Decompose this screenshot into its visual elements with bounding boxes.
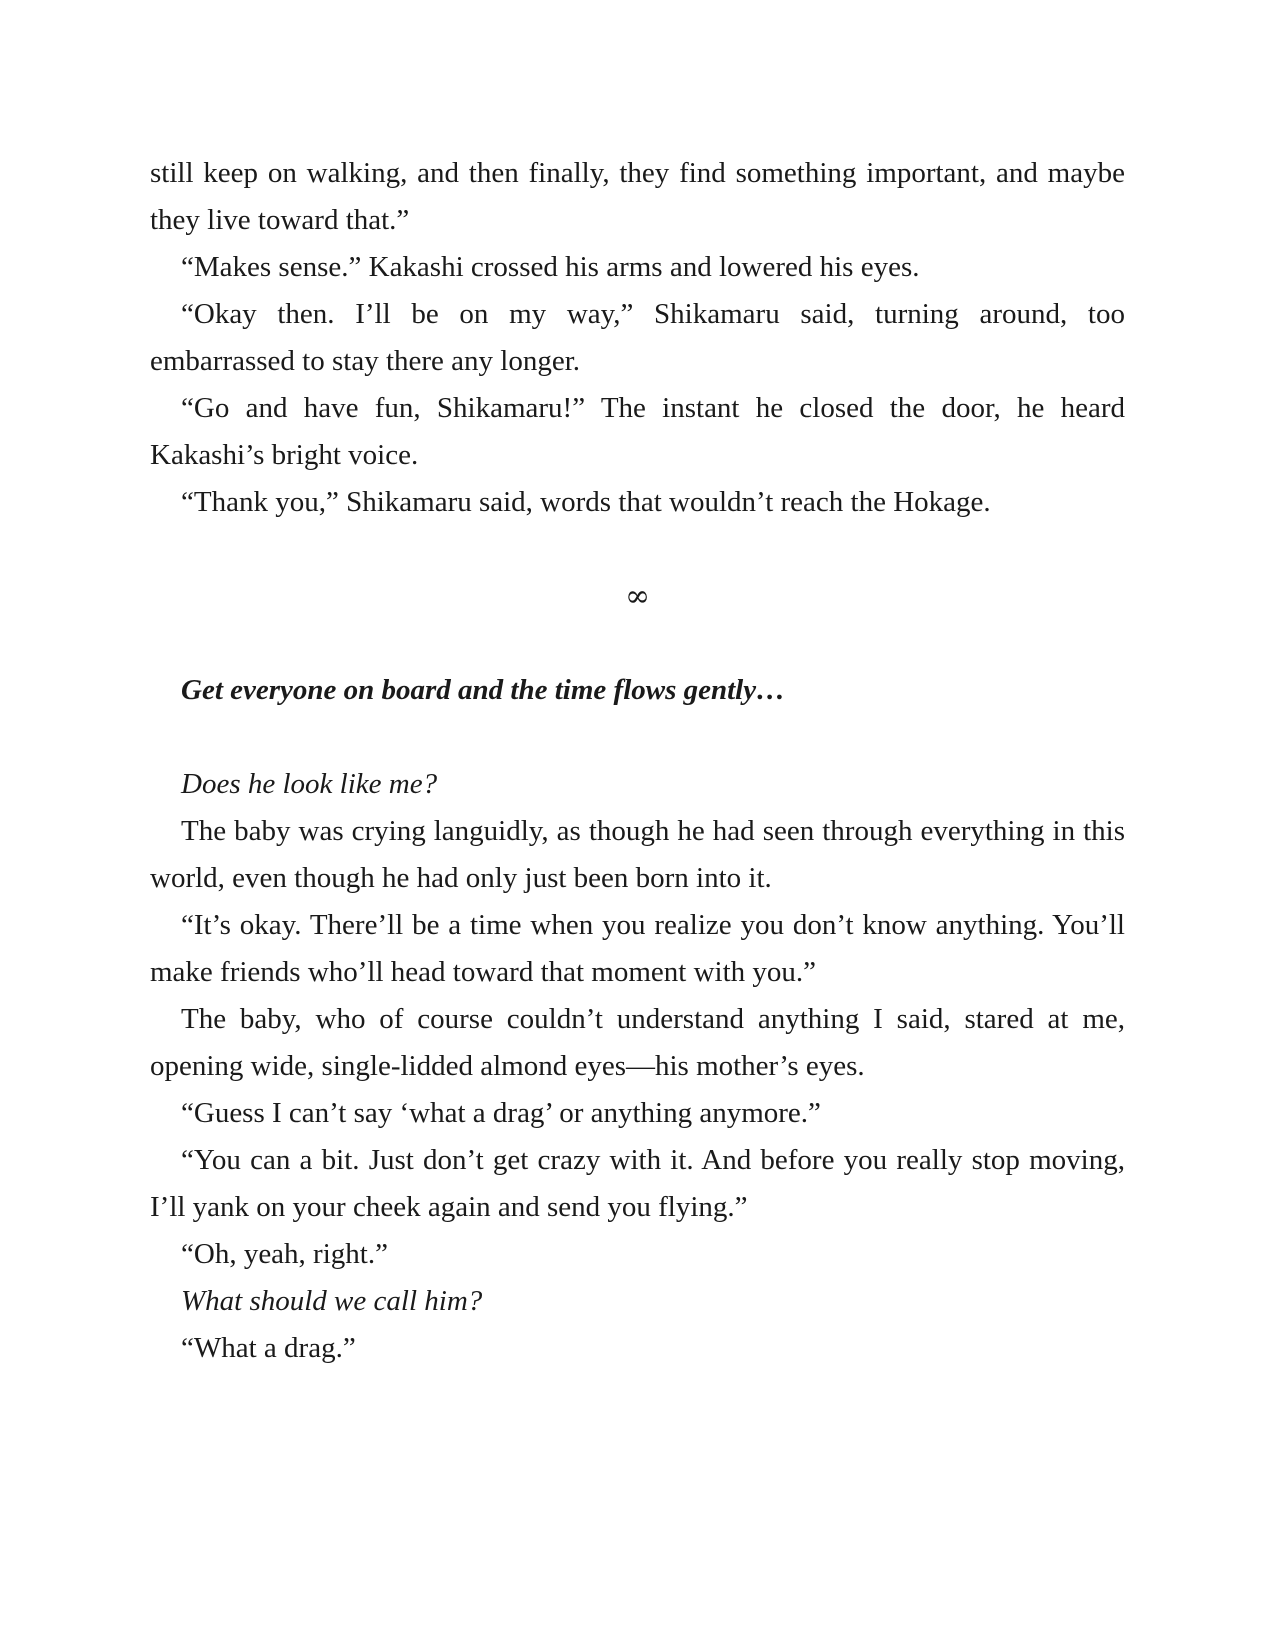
paragraph-makes-sense: “Makes sense.” Kakashi crossed his arms and lowered his eyes. xyxy=(181,251,920,283)
paragraph-oh-yeah: “Oh, yeah, right.” xyxy=(181,1238,388,1270)
paragraph-go-have-fun: “Go and have fun, Shikamaru!” The instant he closed the door, he heard Kakashi’s bright voice. xyxy=(150,392,1125,471)
paragraph-baby-stared: The baby, who of course couldn’t understand anything I said, stared at me, opening wide, single-lidded almond eyes—his mother’s eyes. xyxy=(150,1003,1125,1082)
paragraph-call-him: What should we call him? xyxy=(181,1285,483,1317)
paragraph-continuation: still keep on walking, and then finally, they find something important, and maybe they live toward that.” xyxy=(150,157,1125,236)
paragraph-look-like-me: Does he look like me? xyxy=(181,768,438,800)
paragraph-what-a-drag: “What a drag.” xyxy=(181,1332,356,1364)
section-separator-infinity: ∞ xyxy=(625,579,650,614)
paragraph-guess-i-cant: “Guess I can’t say ‘what a drag’ or anything anymore.” xyxy=(181,1097,821,1129)
paragraph-thank-you: “Thank you,” Shikamaru said, words that wouldn’t reach the Hokage. xyxy=(181,486,991,518)
book-page xyxy=(150,150,1125,1372)
paragraph-you-can-a-bit: “You can a bit. Just don’t get crazy with it. And before you really stop moving, I’ll yank on your cheek again and send you flying.” xyxy=(150,1144,1125,1223)
paragraph-its-okay: “It’s okay. There’ll be a time when you realize you don’t know anything. You’ll make friends who’ll head toward that moment with you.” xyxy=(150,909,1125,988)
paragraph-okay-then: “Okay then. I’ll be on my way,” Shikamaru said, turning around, too embarrassed to stay there any longer. xyxy=(150,298,1125,377)
section-heading: Get everyone on board and the time flows gently… xyxy=(181,674,786,706)
paragraph-baby-crying: The baby was crying languidly, as though he had seen through everything in this world, even though he had only just been born into it. xyxy=(150,815,1125,894)
